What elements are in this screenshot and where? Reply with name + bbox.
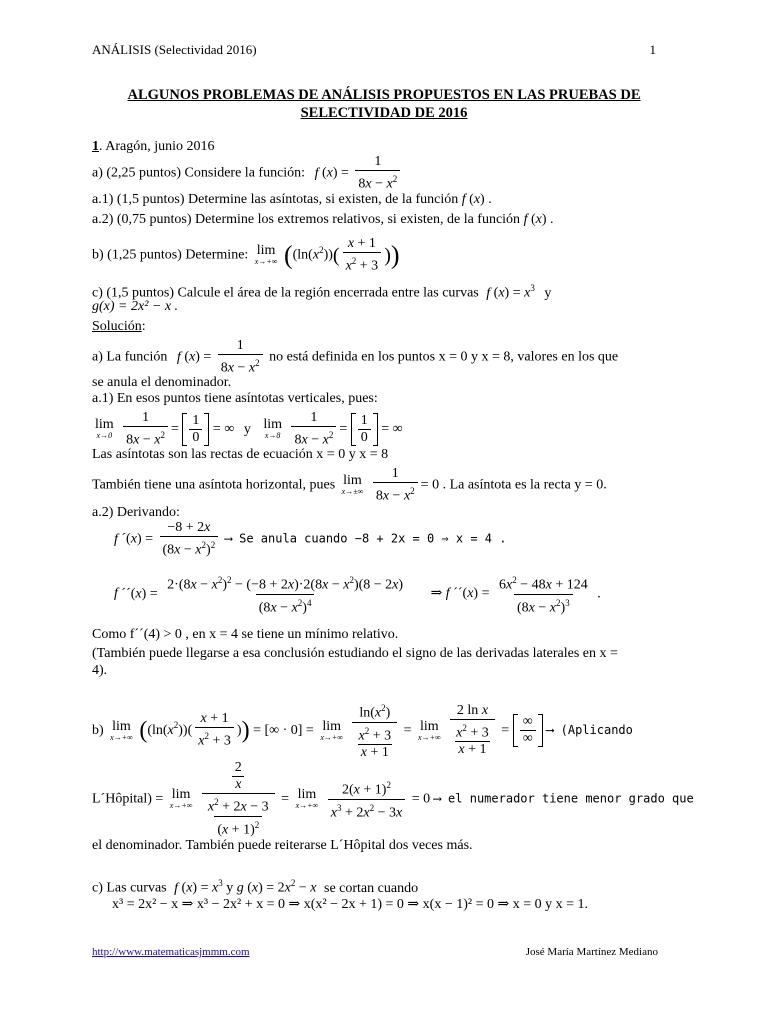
document-title: ALGUNOS PROBLEMAS DE ANÁLISIS PROPUESTOS EN LAS PRUEBAS DE SELECTIVIDAD DE 2016 xyxy=(127,87,641,121)
limit-operator: lim x→+∞ xyxy=(254,243,278,267)
function-fraction: $\frac{1}{8x - x^2}$ xyxy=(355,154,400,193)
part-a-statement: a) (2,25 puntos) Considere la función: f (x) = $\frac{1}{8x - x^2}$ xyxy=(92,154,676,193)
part-c-statement: c) (1,5 puntos) Calcule el área de la región encerrada entre las curvas f $(x) = x^3$ y xyxy=(92,283,552,301)
lhopital-step: L´Hôpital) = lim x→+∞ $\frac{\frac{2}{x}}{\frac{x^2 + 2x - 3}{(x + 1)^2}}$ = lim x→+∞ $\frac{2(x + 1)^2}{x^3 + 2x^2 - 3x}$ = 0 ⟶ el numerador tiene menor grado que xyxy=(92,760,694,838)
first-derivative: f ´(x) = $\frac{-8 + 2x}{(8x - x^2)^2}$ ⟶ Se anula cuando −8 + 2x = 0 ⇒ x = 4 . xyxy=(114,520,507,558)
page-header xyxy=(92,42,656,58)
problem-number: 1 xyxy=(92,139,99,154)
page-number: 1 xyxy=(649,42,656,57)
limit-b-solution: b) lim x→+∞ ($(\ln(x^2))$( $\frac{x + 1}{x^2 + 3}$ )) = [∞ · 0] = lim x→+∞ $\frac{\ln(x^2)}{\frac{x^2 + 3}{x + 1}}$ = lim x→+∞ $\frac{\text{2 ln x}}{\frac{x^2 + 3}{x + 1}}$ = $\frac{\infty}{\infty}$ ⟶ (Aplicando xyxy=(92,702,633,761)
lhopital-note-2: el denominador. También puede reiterarse L´Hôpital dos veces más. xyxy=(92,838,473,853)
vertical-asymptote-limits: lim x→0 $\frac{1}{8x - x^2}$ = $\frac{1}{0}$ = ∞ y lim x→8 $\frac{1}{8x - x^2}$ = $\frac{1}{0}$ = ∞ xyxy=(95,410,403,448)
part-a1-statement: a.1) (1,5 puntos) Determine las asíntotas, si existen, de la función f (x) . xyxy=(92,192,492,207)
footer-author: José María Martínez Mediano xyxy=(525,946,658,958)
part-c-text: c) (1,5 puntos) Calcule el área de la región encerrada entre las curvas xyxy=(92,285,479,301)
footer-link[interactable]: http://www.matematicasjmmm.com xyxy=(92,946,250,958)
lateral-derivatives-note-2: 4). xyxy=(92,663,108,678)
function-label: f xyxy=(314,165,319,181)
solution-a2-line: a.2) Derivando: xyxy=(92,505,180,520)
part-a2-text: a.2) (0,75 puntos) Determine los extremos relativos, si existen, de la función xyxy=(92,212,521,227)
part-b-text: b) (1,25 puntos) Determine: xyxy=(92,247,249,263)
solution-a-intro: a) La función f (x) = $\frac{1}{8x - x^2}$ no está definida en los puntos x = 0 y x = 8, valores en los que xyxy=(92,338,619,376)
solution-a1-line: a.1) En esos puntos tiene asíntotas verticales, pues: xyxy=(92,391,378,406)
vertical-asymptotes-text: Las asíntotas son las rectas de ecuación x = 0 y x = 8 xyxy=(92,447,389,462)
lateral-derivatives-note: (También puede llegarse a esa conclusión estudiando el signo de las derivadas laterales en x = xyxy=(92,646,618,661)
part-a-text: a) (2,25 puntos) Considere la función: xyxy=(92,165,306,181)
solution-a-intro-2: se anula el denominador. xyxy=(92,375,232,390)
solution-c-line: c) Las curvas f $(x) = x^3$ y g $(x) = 2x^2 - x$ se cortan cuando xyxy=(92,878,419,896)
horizontal-asymptote: También tiene una asíntota horizontal, pues lim x→±∞ $\frac{1}{8x - x^2}$ = 0 . La asíntota es la recta y = 0. xyxy=(92,466,607,504)
part-b-statement: b) (1,25 puntos) Determine: lim x→+∞ ($(\ln(x^2))$( $\frac{x + 1}{x^2 + 3}$ )) xyxy=(92,236,400,274)
problem-source: . Aragón, junio 2016 xyxy=(99,139,215,154)
page-footer xyxy=(92,946,658,958)
part-c-and: y xyxy=(544,285,552,301)
intersection-equation: x³ = 2x² − x ⇒ x³ − 2x² + x = 0 ⇒ x(x² − 2x + 1) = 0 ⇒ x(x − 1)² = 0 ⇒ x = 0 y x = 1. xyxy=(112,897,588,912)
second-derivative: f ´´(x) = $\frac{2\cdot(8x - x^2)^2 - (-8 + 2x)\cdot 2(8x - x^2)(8 - 2x)}{(8x - x^2)^4}$ ⇒ f ´´(x) = $\frac{6x^2 - 48x + 124}{(8x - x^2)^3}$ . xyxy=(114,575,601,616)
header-title: ANÁLISIS (Selectividad 2016) xyxy=(92,42,257,57)
solution-label: Solución: xyxy=(92,319,146,334)
part-a1-text: a.1) (1,5 puntos) Determine las asíntotas, si existen, de la función xyxy=(92,192,459,207)
part-a2-statement: a.2) (0,75 puntos) Determine los extremos relativos, si existen, de la función f (x) . xyxy=(92,212,554,227)
part-c-g: g(x) = 2x² − x . xyxy=(92,299,179,314)
minimum-statement: Como f´´(4) > 0 , en x = 4 se tiene un mínimo relativo. xyxy=(92,627,399,642)
